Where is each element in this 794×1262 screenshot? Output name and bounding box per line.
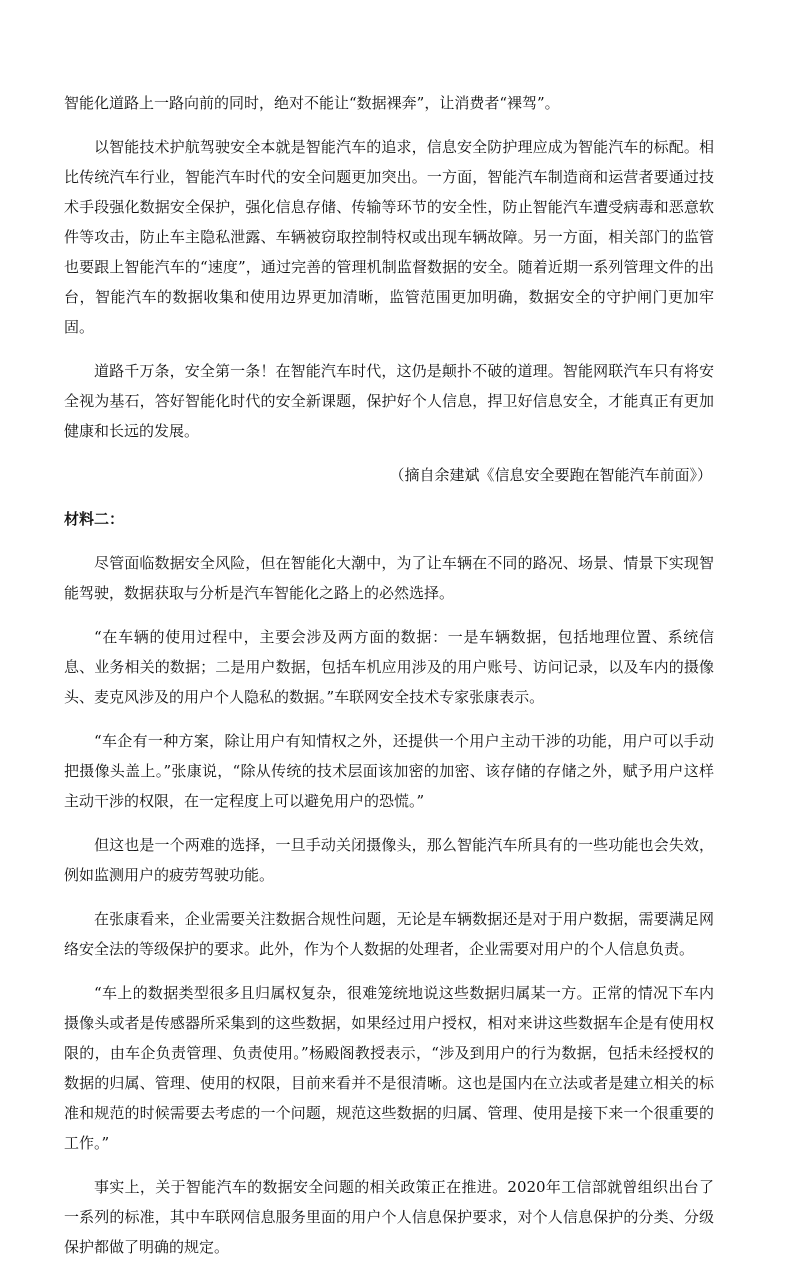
paragraph-safety-first: 道路千万条，安全第一条！在智能汽车时代，这仍是颠扑不破的道理。智能网联汽车只有将安全视为基石，答好智能化时代的安全新课题，保护好个人信息，捍卫好信息安全，才能真正有更加健康和长远的发展。 xyxy=(64,362,714,440)
paragraph-data-acquisition: 尽管面临数据安全风险，但在智能化大潮中，为了让车辆在不同的路况、场景、情景下实现智能驾驶，数据获取与分析是汽车智能化之路上的必然选择。 xyxy=(64,554,714,602)
paragraph-camera-cover: “车企有一种方案，除让用户有知情权之外，还提供一个用户主动干涉的功能，用户可以手动把摄像头盖上。”张康说，“除从传统的技术层面该加密的加密、该存储的存储之外，赋予用户这样主动干涉的权限，在一定程度上可以避免用户的恐慌。” xyxy=(64,732,714,810)
paragraph-dilemma: 但这也是一个两难的选择，一旦手动关闭摄像头，那么智能汽车所具有的一些功能也会失效，例如监测用户的疲劳驾驶功能。 xyxy=(64,836,714,884)
paragraph-continuation: 智能化道路上一路向前的同时，绝对不能让“数据裸奔”，让消费者“裸驾”。 xyxy=(64,94,560,112)
section-heading-material-two: 材料二： xyxy=(64,510,125,528)
paragraph-data-ownership: “车上的数据类型很多且归属权复杂，很难笼统地说这些数据归属某一方。正常的情况下车内摄像头或者是传感器所采集到的这些数据，如果经过用户授权，相对来讲这些数据车企是有使用权限的，由车企负责管理、负责使用。”杨殿阁教授表示，“涉及到用户的行为数据，包括未经授权的数据的归属、管理、使用的权限，目前来看并不是很清晰。这也是国内在立法或者是建立相关的标准和规范的时候需要去考虑的一个问题，规范这些数据的归属、管理、使用是接下来一个很重要的工作。” xyxy=(64,984,714,1152)
paragraph-security-standard: 以智能技术护航驾驶安全本就是智能汽车的追求，信息安全防护理应成为智能汽车的标配。相比传统汽车行业，智能汽车时代的安全问题更加突出。一方面，智能汽车制造商和运营者要通过技术手段强化数据安全保护，强化信息存储、传输等环节的安全性，防止智能汽车遭受病毒和恶意软件等攻击，防止车主隐私泄露、车辆被窃取控制特权或出现车辆故障。另一方面，相关部门的监管也要跟上智能汽车的“速度”，通过完善的管理机制监督数据的安全。随着近期一系列管理文件的出台，智能汽车的数据收集和使用边界更加清晰，监管范围更加明确，数据安全的守护闸门更加牢固。 xyxy=(64,138,714,336)
paragraph-policy: 事实上，关于智能汽车的数据安全问题的相关政策正在推进。2020年工信部就曾组织出台了一系列的标准，其中车联网信息服务里面的用户个人信息保护要求，对个人信息保护的分类、分级保护都做了明确的规定。 xyxy=(64,1178,714,1256)
paragraph-two-data-types: “在车辆的使用过程中，主要会涉及两方面的数据：一是车辆数据，包括地理位置、系统信息、业务相关的数据；二是用户数据，包括车机应用涉及的用户账号、访问记录，以及车内的摄像头、麦克风涉及的用户个人隐私的数据。”车联网安全技术专家张康表示。 xyxy=(64,628,714,706)
source-citation: （摘自余建斌《信息安全要跑在智能汽车前面》） xyxy=(389,466,712,484)
paragraph-compliance: 在张康看来，企业需要关注数据合规性问题，无论是车辆数据还是对于用户数据，需要满足网络安全法的等级保护的要求。此外，作为个人数据的处理者，企业需要对用户的个人信息负责。 xyxy=(64,910,714,958)
